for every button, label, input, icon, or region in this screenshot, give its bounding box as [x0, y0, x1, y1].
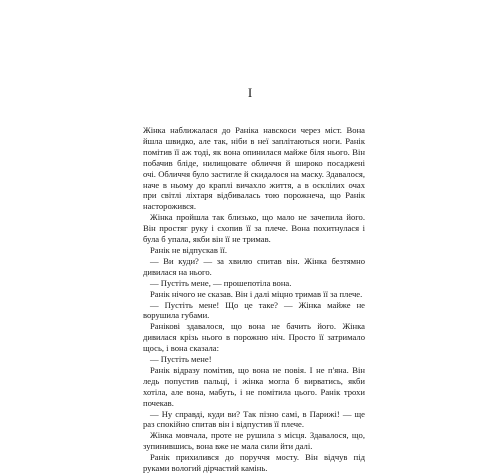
- body-text: [143, 125, 365, 474]
- paragraph: Ранік відразу помітив, що вона не повія. І не п'яна. Він ледь попустив пальці, і жінка могла б вирватись, якби хотіла, але вона, мабуть, і не помітила цього. Ранік трохи почекав.: [143, 364, 365, 408]
- paragraph: — Ви куди? — за хвилю спитав він. Жінка безтямно дивилася на нього.: [143, 255, 365, 277]
- paragraph: — Ну справді, куди ви? Так пізно самі, в Парижі! — ще раз спокійно спитав він і відпустив її плече.: [143, 408, 365, 430]
- paragraph: — Пустіть мене!: [150, 354, 212, 365]
- paragraph: Ранік не відпускав її.: [150, 244, 227, 255]
- paragraph: Жінка наближалася до Раніка навскоси через міст. Вона йшла швидко, але так, ніби в неї заплітаються ноги. Ранік помітив її аж тоді, як вона опинилася майже біля нього. Він побачив бліде, нилищовате обличчя й широко посаджені очі. Обличчя було застигле й скидалося на маску. Здавалося, наче в ньому до краплі вичахло життя, а в осклілих очах при світлі ліхтаря відбивалась тою порожнеча, що Ранік насторожився.: [143, 125, 365, 212]
- paragraph: Жінка мовчала, проте не рушила з місця. Здавалося, що, зупинившись, вона вже не мала сили йти далі.: [143, 430, 365, 452]
- paragraph: Ранікові здавалося, що вона не бачить його. Жінка дивилася крізь нього в порожню ніч. Просто її затримало щось, і вона сказала:: [143, 321, 365, 354]
- paragraph: — Пустіть мене! Що це таке? — Жінка майже не ворушила губами.: [143, 299, 365, 321]
- paragraph: Ранік нічого не сказав. Він і далі міцно тримав її за плече.: [150, 288, 363, 299]
- chapter-number: I: [247, 85, 253, 100]
- paragraph: — Пустіть мене, — прошепотіла вона.: [150, 277, 292, 288]
- paragraph: Жінка пройшла так близько, що мало не зачепила його. Він простяг руку і схопив її за плече. Вона похитнулася і була б упала, якби він її не тримав.: [143, 212, 365, 245]
- paragraph: Ранік прихилився до поруччя мосту. Він відчув під руками вологий дірчастий камінь.: [143, 452, 365, 474]
